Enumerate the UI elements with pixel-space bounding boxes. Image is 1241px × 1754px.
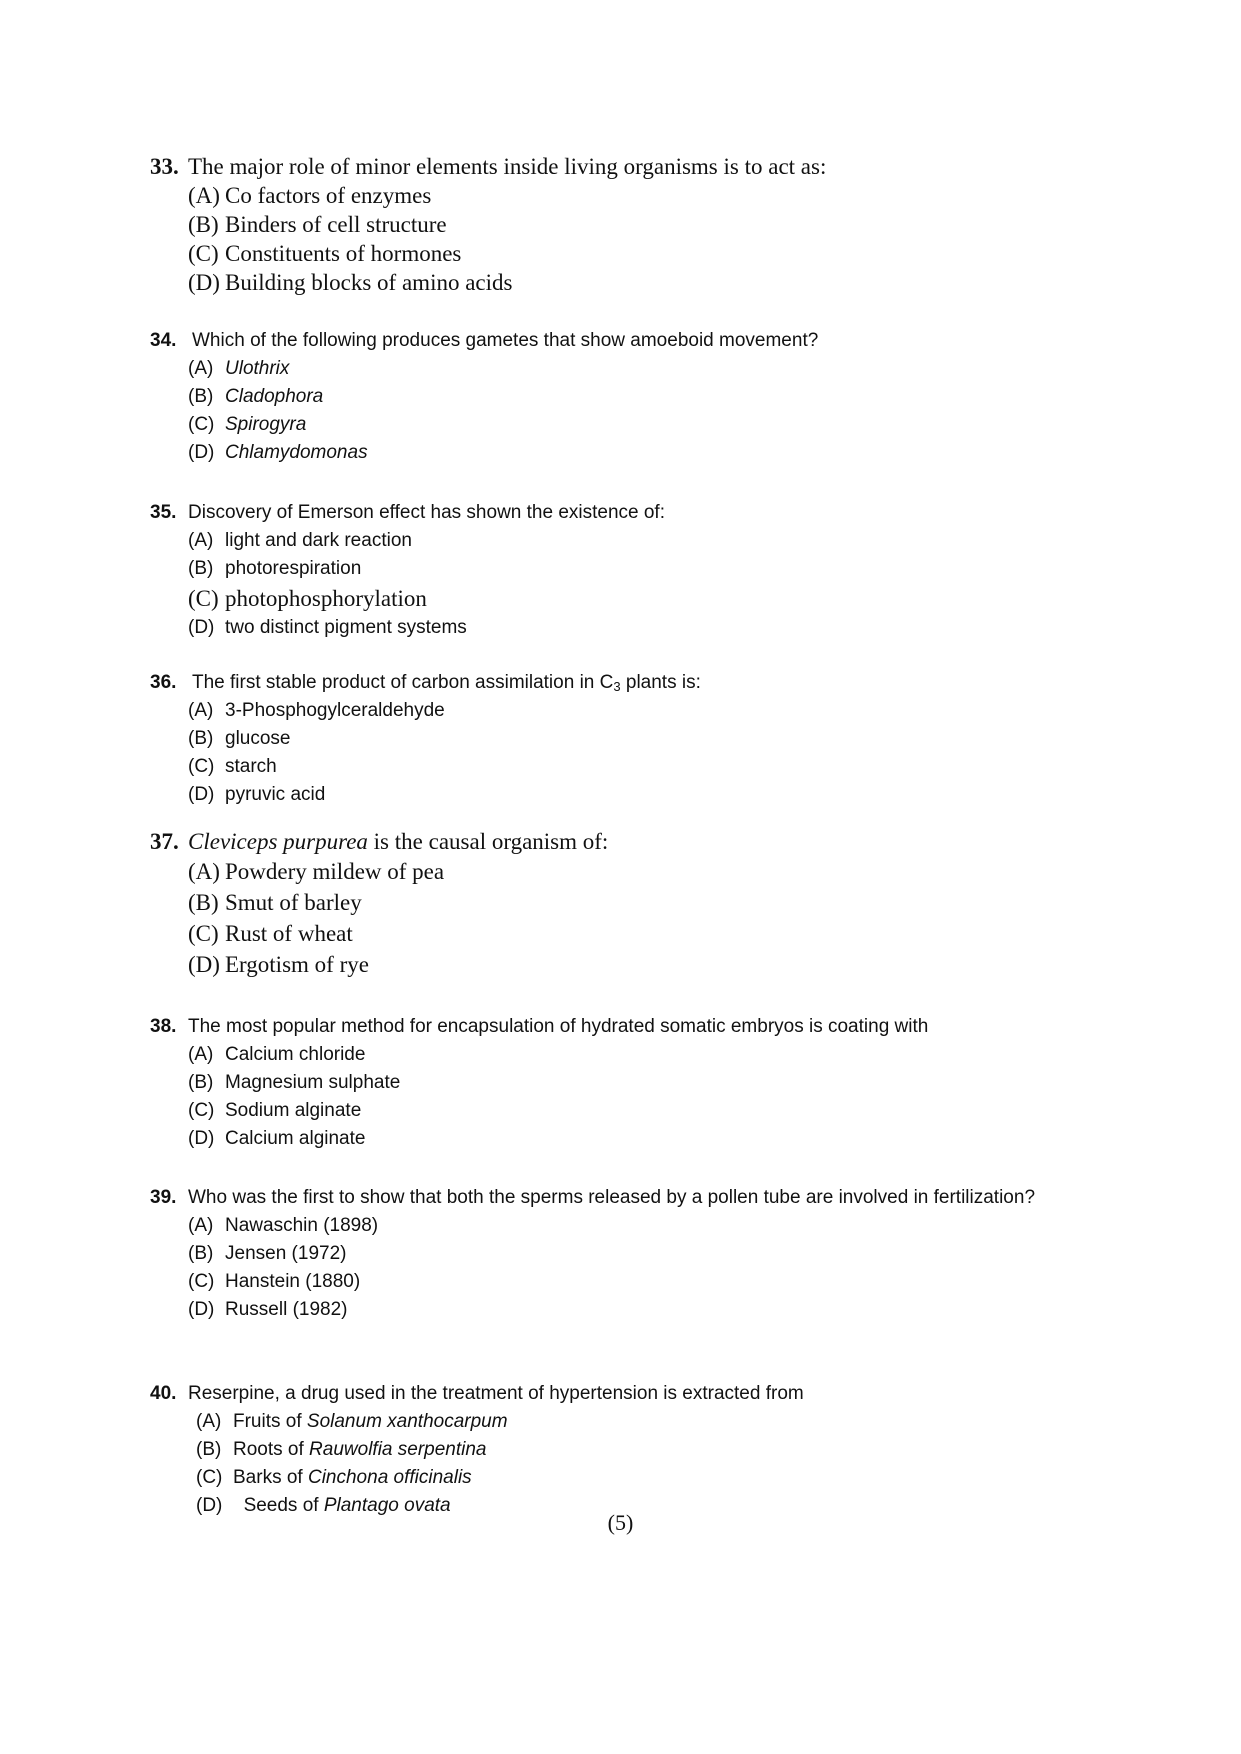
option-text: light and dark reaction <box>225 530 412 551</box>
option-d <box>188 614 1095 642</box>
question-text: The most popular method for encapsulation of hydrated somatic embryos is coating with <box>188 1016 929 1037</box>
option-label: (B) <box>188 890 219 915</box>
question-text: The major role of minor elements inside living organisms is to act as: <box>188 154 827 179</box>
option-d <box>188 1296 1095 1324</box>
option-d <box>188 268 1095 297</box>
organism-name: Cleviceps purpurea <box>188 829 368 854</box>
options-list <box>188 181 1095 297</box>
page-number: (5) <box>607 1510 634 1535</box>
option-label: (C) <box>188 1100 215 1121</box>
question-number: 38. <box>150 1016 177 1037</box>
option-label: (A) <box>188 1044 214 1065</box>
option-text: Calcium alginate <box>225 1128 366 1149</box>
option-b <box>188 887 1095 918</box>
option-text: Building blocks of amino acids <box>225 270 513 295</box>
option-text: Magnesium sulphate <box>225 1072 401 1093</box>
question-text <box>192 669 1095 697</box>
option-text: photorespiration <box>225 558 362 579</box>
option-label: (C) <box>188 756 215 777</box>
option-label: (C) <box>188 414 215 435</box>
option-label: (D) <box>188 442 215 463</box>
option-a <box>196 1408 1095 1436</box>
option-label: (A) <box>188 530 214 551</box>
question-stem <box>150 1380 1095 1408</box>
option-label: (C) <box>188 1271 215 1292</box>
option-c <box>188 1268 1095 1296</box>
species-name: Cinchona officinalis <box>307 1467 472 1488</box>
option-c <box>188 583 1095 614</box>
subscript: 3 <box>613 679 621 694</box>
option-text: Jensen (1972) <box>225 1243 347 1264</box>
option-c <box>196 1464 1095 1492</box>
option-c <box>188 239 1095 268</box>
option-c <box>188 1097 1095 1125</box>
option-text: Rust of wheat <box>225 921 353 946</box>
species-name: Rauwolfia serpentina <box>309 1439 487 1460</box>
question-text-part: plants is: <box>620 672 701 693</box>
question-number: 35. <box>150 502 177 523</box>
option-label: (D) <box>188 1299 215 1320</box>
option-text: Ergotism of rye <box>225 952 369 977</box>
option-text: Cladophora <box>225 386 324 407</box>
options-list <box>188 856 1095 980</box>
option-label: (A) <box>188 183 220 208</box>
question-38 <box>150 1013 1095 1153</box>
option-text: Chlamydomonas <box>225 442 368 463</box>
question-stem <box>150 827 1095 856</box>
option-a <box>188 856 1095 887</box>
option-b <box>188 1069 1095 1097</box>
option-text: photophosphorylation <box>225 586 427 611</box>
question-number: 34. <box>150 330 177 351</box>
question-stem <box>150 1013 1095 1041</box>
question-39 <box>150 1184 1095 1324</box>
option-label: (B) <box>188 1072 214 1093</box>
option-text: Fruits of <box>233 1411 307 1432</box>
question-number: 37. <box>150 829 179 854</box>
option-text: Roots of <box>233 1439 310 1460</box>
option-label: (C) <box>188 921 219 946</box>
option-b <box>188 725 1095 753</box>
question-stem <box>150 1184 1095 1212</box>
question-stem <box>150 669 1095 697</box>
option-label: (A) <box>196 1411 222 1432</box>
option-c <box>188 918 1095 949</box>
question-33 <box>150 152 1095 297</box>
option-a <box>188 697 1095 725</box>
option-text: Powdery mildew of pea <box>225 859 445 884</box>
option-text: Nawaschin (1898) <box>225 1215 379 1236</box>
option-c <box>188 411 1095 439</box>
species-name: Plantago ovata <box>323 1495 451 1516</box>
option-label: (A) <box>188 700 214 721</box>
question-text: Who was the first to show that both the sperms released by a pollen tube are involved in fertilization? <box>188 1187 1036 1208</box>
option-b <box>188 555 1095 583</box>
option-label: (A) <box>188 358 214 379</box>
question-number: 33. <box>150 154 179 179</box>
question-number: 39. <box>150 1187 177 1208</box>
option-label: (A) <box>188 859 220 884</box>
option-label: (D) <box>196 1495 223 1516</box>
question-35 <box>150 499 1095 642</box>
option-text: Barks of <box>233 1467 308 1488</box>
option-label: (D) <box>188 784 215 805</box>
question-36 <box>150 669 1095 809</box>
question-text-part: The first stable product of carbon assimilation in C <box>192 672 614 693</box>
question-40 <box>150 1380 1095 1520</box>
question-text: Which of the following produces gametes that show amoeboid movement? <box>192 330 819 351</box>
option-text: glucose <box>225 728 291 749</box>
option-label: (B) <box>188 212 219 237</box>
option-label: (A) <box>188 1215 214 1236</box>
option-text: pyruvic acid <box>225 784 326 805</box>
options-list <box>196 1408 1095 1520</box>
option-text: Co factors of enzymes <box>225 183 432 208</box>
question-number: 40. <box>150 1383 177 1404</box>
question-stem <box>150 152 1095 181</box>
option-text: Calcium chloride <box>225 1044 366 1065</box>
option-b <box>188 383 1095 411</box>
question-stem <box>150 499 1095 527</box>
option-label: (D) <box>188 1128 215 1149</box>
option-label: (B) <box>196 1439 222 1460</box>
option-d <box>188 1125 1095 1153</box>
options-list <box>188 1212 1095 1324</box>
option-text: Seeds of <box>243 1495 324 1516</box>
question-stem <box>150 327 1095 355</box>
option-text: Constituents of hormones <box>225 241 462 266</box>
option-text: Smut of barley <box>225 890 362 915</box>
option-text: Binders of cell structure <box>225 212 447 237</box>
option-label: (B) <box>188 386 214 407</box>
question-text: Discovery of Emerson effect has shown the existence of: <box>188 502 665 523</box>
options-list <box>188 697 1095 809</box>
option-a <box>188 1041 1095 1069</box>
option-text: two distinct pigment systems <box>225 617 467 638</box>
option-text: Spirogyra <box>225 414 307 435</box>
option-b <box>188 1240 1095 1268</box>
option-label: (C) <box>188 241 219 266</box>
option-a <box>188 1212 1095 1240</box>
option-text: starch <box>225 756 277 777</box>
question-text-part: is the causal organism of: <box>367 829 609 854</box>
option-a <box>188 527 1095 555</box>
question-text: Reserpine, a drug used in the treatment of hypertension is extracted from <box>188 1383 804 1404</box>
option-label: (D) <box>188 270 220 295</box>
option-label: (D) <box>188 952 220 977</box>
question-34 <box>150 327 1095 467</box>
question-37 <box>150 827 1095 980</box>
option-text: Russell (1982) <box>225 1299 348 1320</box>
question-number: 36. <box>150 672 177 693</box>
option-text: Sodium alginate <box>225 1100 362 1121</box>
option-label: (B) <box>188 558 214 579</box>
option-d <box>188 439 1095 467</box>
question-text <box>188 827 1095 856</box>
option-label: (C) <box>196 1467 223 1488</box>
option-text: Hanstein (1880) <box>225 1271 361 1292</box>
option-c <box>188 753 1095 781</box>
option-text: 3-Phosphogylceraldehyde <box>225 700 445 721</box>
option-label: (B) <box>188 1243 214 1264</box>
option-a <box>188 355 1095 383</box>
option-label: (B) <box>188 728 214 749</box>
option-text: Ulothrix <box>225 358 290 379</box>
option-label: (D) <box>188 617 215 638</box>
option-d <box>188 949 1095 980</box>
option-d <box>188 781 1095 809</box>
option-b <box>196 1436 1095 1464</box>
option-label: (C) <box>188 586 219 611</box>
options-list <box>188 355 1095 467</box>
species-name: Solanum xanthocarpum <box>306 1411 508 1432</box>
option-b <box>188 210 1095 239</box>
options-list <box>188 1041 1095 1153</box>
options-list <box>188 527 1095 642</box>
option-a <box>188 181 1095 210</box>
